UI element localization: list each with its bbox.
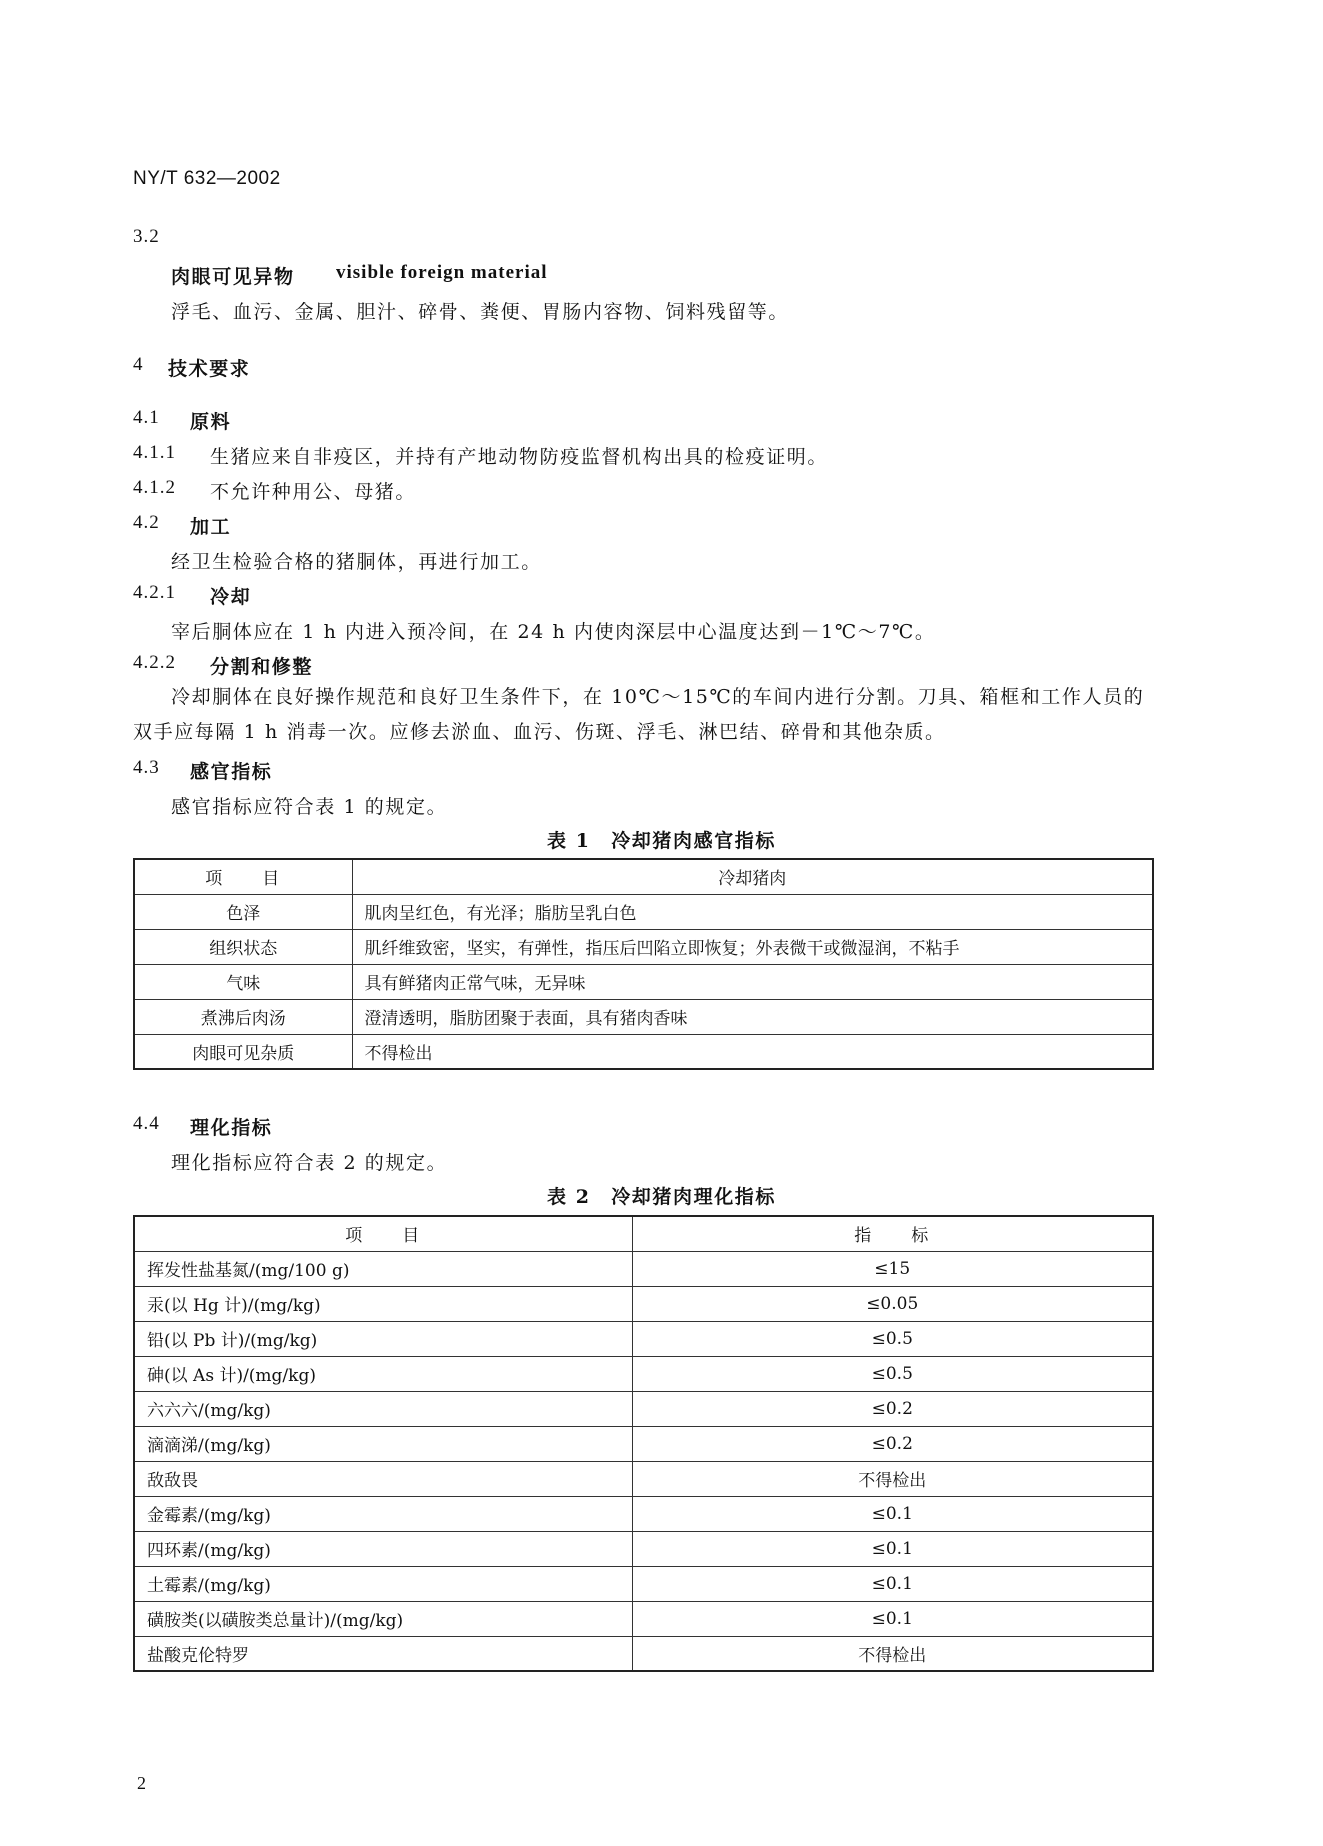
item-4-1-1-number: 4.1.1	[133, 442, 176, 463]
table2-value: ≤0.1	[632, 1531, 1153, 1566]
section-4-number: 4	[133, 354, 144, 375]
table2-value: ≤0.1	[632, 1496, 1153, 1531]
table1-item: 煮沸后肉汤	[134, 999, 352, 1034]
section-4-3-title: 感官指标	[190, 761, 273, 783]
item-4-1-2-number: 4.1.2	[133, 477, 176, 498]
table-row	[134, 1286, 1153, 1321]
section-4-4-number: 4.4	[133, 1113, 160, 1134]
table-row	[134, 1636, 1153, 1671]
table2-item: 敌敌畏	[134, 1461, 632, 1496]
table-row	[134, 929, 1153, 964]
table1-item: 色泽	[134, 894, 352, 929]
section-4-2-2-number: 4.2.2	[133, 652, 176, 673]
table1-header-value: 冷却猪肉	[352, 859, 1153, 894]
term-en: visible foreign material	[336, 262, 548, 283]
section-4-2-text: 经卫生检验合格的猪胴体，再进行加工。	[171, 551, 542, 573]
table2-item: 砷(以 As 计)/(mg/kg)	[134, 1356, 632, 1391]
table1-item: 组织状态	[134, 929, 352, 964]
table2-value: ≤15	[632, 1251, 1153, 1286]
table2-value: ≤0.2	[632, 1391, 1153, 1426]
table-row	[134, 1601, 1153, 1636]
table-row	[134, 1251, 1153, 1286]
term-cn: 肉眼可见异物	[171, 266, 295, 288]
table1-value: 肌肉呈红色，有光泽；脂肪呈乳白色	[352, 894, 1153, 929]
item-4-1-1-text: 生猪应来自非疫区，并持有产地动物防疫监督机构出具的检疫证明。	[210, 446, 829, 468]
table2-item: 四环素/(mg/kg)	[134, 1531, 632, 1566]
section-4-4-text: 理化指标应符合表 2 的规定。	[171, 1152, 448, 1174]
table2-item: 滴滴涕/(mg/kg)	[134, 1426, 632, 1461]
table2-value: ≤0.1	[632, 1601, 1153, 1636]
table2-item: 土霉素/(mg/kg)	[134, 1566, 632, 1601]
table-row	[134, 999, 1153, 1034]
section-4-2-1-number: 4.2.1	[133, 582, 176, 603]
table1-header-item: 项 目	[134, 859, 352, 894]
table-row	[134, 1496, 1153, 1531]
section-4-4-title: 理化指标	[190, 1117, 273, 1139]
table-row	[134, 1391, 1153, 1426]
section-4-2-2-title: 分割和修整	[210, 656, 314, 678]
table2-header-value: 指 标	[632, 1216, 1153, 1251]
section-3-2-number: 3.2	[133, 226, 160, 247]
table2-header-item: 项 目	[134, 1216, 632, 1251]
table2-value: 不得检出	[632, 1636, 1153, 1671]
standard-id: NY/T 632—2002	[133, 168, 281, 189]
table2-value: ≤0.2	[632, 1426, 1153, 1461]
table2-item: 汞(以 Hg 计)/(mg/kg)	[134, 1286, 632, 1321]
table-row	[134, 1531, 1153, 1566]
term-definition: 浮毛、血污、金属、胆汁、碎骨、粪便、胃肠内容物、饲料残留等。	[171, 301, 790, 323]
section-4-2-1-title: 冷却	[210, 586, 252, 608]
table-row	[134, 1566, 1153, 1601]
table2-value: ≤0.1	[632, 1566, 1153, 1601]
table1-caption: 表 1 冷却猪肉感官指标	[546, 830, 777, 852]
table2-item: 六六六/(mg/kg)	[134, 1391, 632, 1426]
table2-item: 盐酸克伦特罗	[134, 1636, 632, 1671]
section-4-2-title: 加工	[190, 516, 232, 538]
table2-item: 铅(以 Pb 计)/(mg/kg)	[134, 1321, 632, 1356]
section-4-title: 技术要求	[168, 358, 251, 380]
section-4-3-text: 感官指标应符合表 1 的规定。	[171, 796, 448, 818]
page-number: 2	[137, 1773, 146, 1793]
table2-value: ≤0.5	[632, 1321, 1153, 1356]
table1-header-row	[134, 859, 1153, 894]
table2-value: ≤0.05	[632, 1286, 1153, 1321]
table-row	[134, 894, 1153, 929]
table2-caption: 表 2 冷却猪肉理化指标	[546, 1186, 777, 1208]
section-4-1-title: 原料	[190, 411, 232, 433]
section-4-1-number: 4.1	[133, 407, 160, 428]
table-row	[134, 1461, 1153, 1496]
table2-item: 挥发性盐基氮/(mg/100 g)	[134, 1251, 632, 1286]
table-row	[134, 1356, 1153, 1391]
section-4-2-number: 4.2	[133, 512, 160, 533]
table-row	[134, 1426, 1153, 1461]
table1	[133, 858, 1154, 1070]
table2-value: 不得检出	[632, 1461, 1153, 1496]
section-4-2-2-text: 冷却胴体在良好操作规范和良好卫生条件下，在 10℃～15℃的车间内进行分割。刀具、箱框和工作人员的双手应每隔 1 h 消毒一次。应修去淤血、血污、伤斑、浮毛、淋巴结、碎骨和其他杂质。	[133, 686, 1145, 743]
table2-item: 金霉素/(mg/kg)	[134, 1496, 632, 1531]
table2	[133, 1215, 1154, 1672]
table1-value: 澄清透明，脂肪团聚于表面，具有猪肉香味	[352, 999, 1153, 1034]
table1-value: 肌纤维致密，坚实，有弹性，指压后凹陷立即恢复；外表微干或微湿润，不粘手	[352, 929, 1153, 964]
table-row	[134, 1321, 1153, 1356]
table2-item: 磺胺类(以磺胺类总量计)/(mg/kg)	[134, 1601, 632, 1636]
table-row	[134, 1034, 1153, 1069]
table1-value: 不得检出	[352, 1034, 1153, 1069]
table-row	[134, 964, 1153, 999]
table2-value: ≤0.5	[632, 1356, 1153, 1391]
section-4-2-1-text: 宰后胴体应在 1 h 内进入预冷间，在 24 h 内使肉深层中心温度达到－1℃～7℃。	[171, 621, 936, 643]
table1-item: 肉眼可见杂质	[134, 1034, 352, 1069]
table1-value: 具有鲜猪肉正常气味，无异味	[352, 964, 1153, 999]
section-4-3-number: 4.3	[133, 757, 160, 778]
table2-header-row	[134, 1216, 1153, 1251]
table1-item: 气味	[134, 964, 352, 999]
item-4-1-2-text: 不允许种用公、母猪。	[210, 481, 417, 503]
